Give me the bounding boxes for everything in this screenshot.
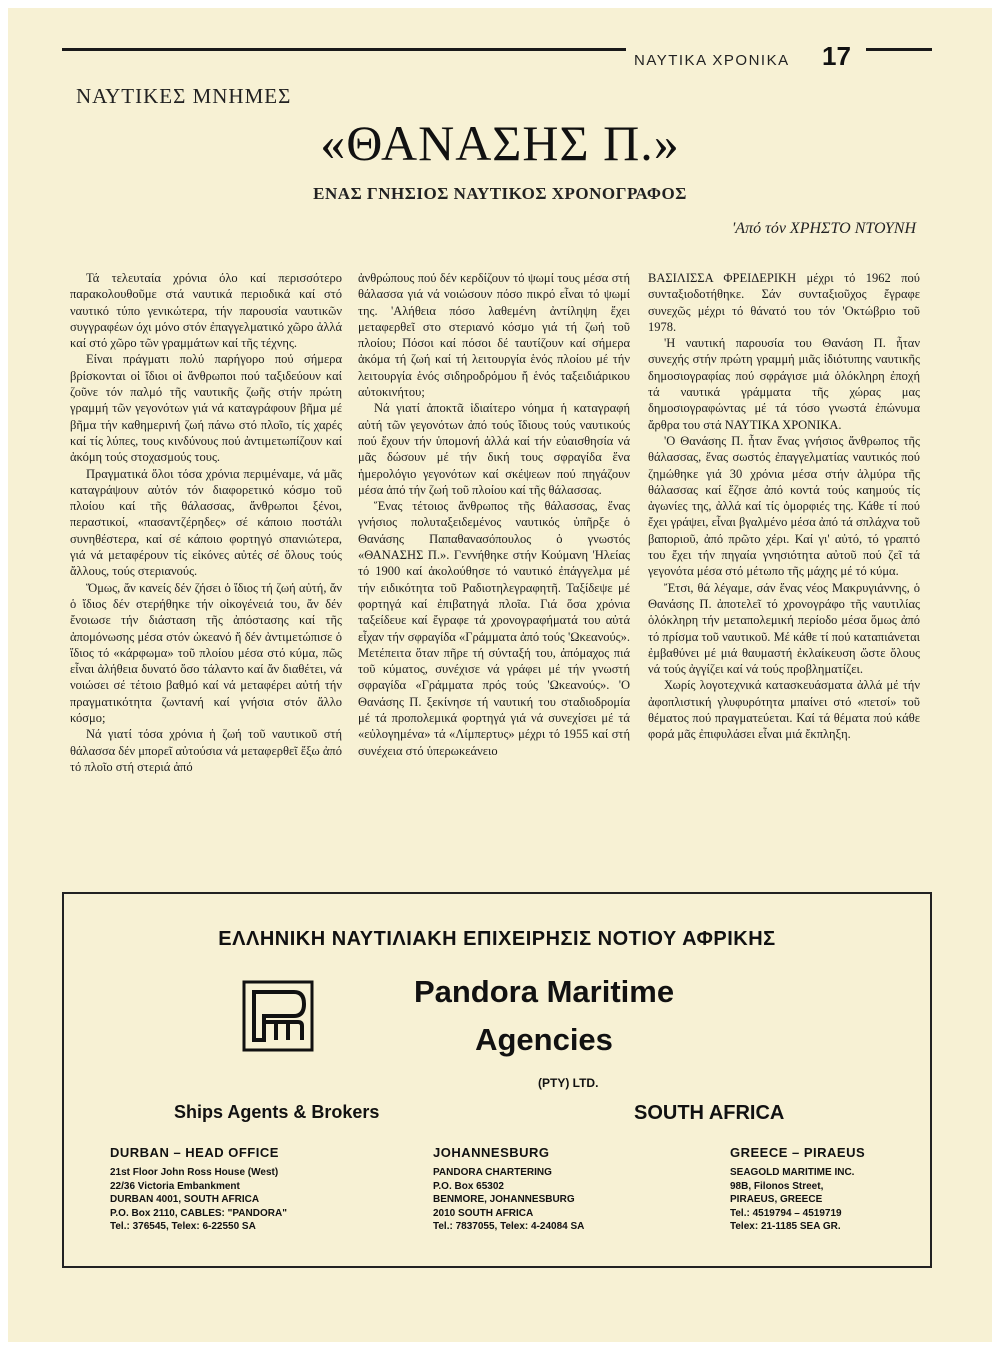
paragraph: 'Η ναυτική παρουσία του Θανάση Π. ἦταν συνεχής στήν πρώτη γραμμή μιᾶς ἰδιότυπης ναυτικῆς δημοσιογραφίας πού σφράγισε μιά ὁλόκληρη ἐποχή τά ναυτικά γράμματα τῆς χώρας μας δημοσιογραφώντας μέ τά τόσο γνωστά ἐπώνυμα ἄρθρα του στά ΝΑΥΤΙΚΑ ΧΡΟΝΙΚΑ. <box>648 336 920 432</box>
ad-heading: ΕΛΛΗΝΙΚΗ ΝΑΥΤΙΛΙΑΚΗ ΕΠΙΧΕΙΡΗΣΙΣ ΝΟΤΙΟΥ ΑΦΡΙΚΗΣ <box>218 928 776 950</box>
header-rule-right <box>866 48 932 51</box>
office-durban <box>110 1144 287 1234</box>
office-line: DURBAN 4001, SOUTH AFRICA <box>110 1194 260 1205</box>
office-line: P.O. Box 2110, CABLES: "PANDORA" <box>110 1207 287 1219</box>
company-name-line-2: Agencies <box>475 1022 613 1057</box>
article-subtitle: ΕΝΑΣ ΓΝΗΣΙΟΣ ΝΑΥΤΙΚΟΣ ΧΡΟΝΟΓΡΑΦΟΣ <box>313 184 687 203</box>
paragraph: ἀνθρώπους πού δέν κερδίζουν τό ψωμί τους μέσα στή θάλασσα γιά νά νοιώσουν πόσο πικρό εἶναι τό ψωμί της. 'Αλήθεια πόσο λαθεμένη ἀντίληψη ἔχει μεταφερθεῖ στο στεριανό κόσμο γιά τή ζωή τοῦ πλοίου; Πόσοι καί πόσοι δέ ταυτίζουν καί σήμερα ἀκόμα τή ζωή καί τή λειτουργία ἑνός πλοίου μέ τήν λειτουργία ἑνός σιδηροδρόμου ἤ ἑνός ταξειδιάρικου αὐτοκινήτου; <box>358 271 630 400</box>
paragraph: Πραγματικά ὅλοι τόσα χρόνια περιμέναμε, νά μᾶς καταγράψουν αὐτόν τόν διαφορετικό κόσμο τοῦ πλοίου καί τῆς θάλασσας, ἄνθρωποι ξένοι, περαστικοί, «πασαντζέρηδες» σέ κάποιο ποστάλι συνηθέστερα, καί σέ κάποιο φορτηγό σπανιώτερα, γιά νά μεταφέρουν τίς εἰκόνες αὐτές σέ ὅλους τούς ἄλλους, τούς στεριανούς. <box>70 466 342 579</box>
pandora-logo-icon <box>242 980 314 1052</box>
paragraph: ΒΑΣΙΛΙΣΣΑ ΦΡΕΙΔΕΡΙΚΗ μέχρι τό 1962 πού συνταξιοδοτήθηκε. Σάν συνταξιοῦχος ἔγραφε συνεχῶς μέχρι τό θάνατό του τόν 'Οκτώβριο τοῦ 1978. <box>648 271 920 334</box>
office-line: SEAGOLD MARITIME INC. <box>730 1167 855 1178</box>
article-title: «ΘΑΝΑΣΗΣ Π.» <box>320 115 680 171</box>
company-name-line-1: Pandora Maritime <box>413 974 675 1009</box>
paragraph: Ὅμως, ἄν κανείς δέν ζήσει ὁ ἴδιος τή ζωή αὐτή, ἄν ὁ ἴδιος δέν στερήθηκε τήν οἰκογένειά του, ἄν δέν ἔνοιωσε τήν διάσταση τῆς ἀπόστασης καί τῆς ἀπομόνωσης μέσα στόν ὠκεανό ἤ δέν ἀντιμετώπισε ὁ ἴδιος τό «κάρφωμα» τοῦ πλοίου μέσα στό κύμα, πῶς εἶναι ἀλήθεια δυνατό ὅσο τάλαντο καί ἄν διαθέτει, νά νοιώσει σέ τέτοιο βαθμό καί νά μεταφέρει αὐτή τήν πραγματικότητα ζωντανή καί γνήσια στόν ἄλλο κόσμο; <box>70 580 342 726</box>
article-byline: 'Από τόν ΧΡΗΣΤΟ ΝΤΟΥΝΗ <box>731 220 916 237</box>
ad-region: SOUTH AFRICA <box>634 1102 785 1124</box>
office-line: 22/36 Victoria Embankment <box>110 1180 240 1192</box>
page-number: 17 <box>822 41 851 71</box>
magazine-page <box>8 8 992 1342</box>
office-line: PIRAEUS, GREECE <box>730 1194 823 1205</box>
office-line: PANDORA CHARTERING <box>433 1167 552 1178</box>
paragraph: Νά γιατί ἀποκτᾶ ἰδιαίτερο νόημα ἡ καταγραφή αὐτή τῶν γεγονότων ἀπό τούς ἴδιους τούς ναυτικούς πού ἔχουν τήν ὑπομονή ἀλλά καί τήν εὐαισθησία νά μᾶς δώσουν μέ τήν δική τους σφραγίδα ἕνα ἡμερολόγιο γεγονότων καί σκέψεων πού πηγάζουν μέσα ἀπό τήν ζωή τοῦ πλοίου καί τῆς θάλασσας. <box>358 401 630 497</box>
office-piraeus <box>730 1144 865 1234</box>
article-column-1 <box>70 270 342 775</box>
paragraph: Χωρίς λογοτεχνικά κατασκευάσματα ἀλλά μέ τήν ἀφοπλιστική γλυφυρότητα μπαίνει στό «πετσί» τοῦ θέματος πού πραγματεύεται. Καί τά θέματα πού κάθε φορά μᾶς ἐπιφυλάσει εἶναι μιά ἔκπληξη. <box>648 678 920 742</box>
office-line: Tel.: 7837055, Telex: 4-24084 SA <box>433 1221 585 1232</box>
office-line: Telex: 21-1185 SEA GR. <box>730 1221 841 1232</box>
office-heading: GREECE – PIRAEUS <box>730 1145 866 1160</box>
company-suffix: (PTY) LTD. <box>538 1076 599 1090</box>
running-head: ΝΑΥΤΙΚΑ ΧΡΟΝΙΚΑ <box>634 52 790 69</box>
paragraph: Τά τελευταία χρόνια όλο καί περισσότερο παρακολουθοῦμε στά ναυτικά περιοδικά καί στό ναυτικό τύπο γενικώτερα, τήν παρουσία ναυτικῶν συγγραφέων όχι μόνο στόν ἐπαγγελματικό χῶρο ἀλλά καί στό χῶρο τῶν γραμμάτων καί τῆς τέχνης. <box>70 271 342 351</box>
article-column-2 <box>358 270 630 759</box>
paragraph: Ἔτσι, θά λέγαμε, σάν ἕνας νέος Μακρυγιάννης, ὁ Θανάσης Π. ἀποτελεῖ τό χρονογράφο τῆς ναυτιλίας ὁλόκληρη τήν μεταπολεμική περίοδο μέσα ὅμως ἀπό τό πρίσμα τοῦ ναυτικοῦ. Μέ κάθε τί πού καταπιάνεται ἐμβαθύνει μέ μιά θαυμαστή ἐκλαίκευση ὥστε ὅλους νά τούς ἀγγίζει καί νά τούς προβληματίζει. <box>648 580 920 677</box>
paragraph: Νά γιατί τόσα χρόνια ἡ ζωή τοῦ ναυτικοῦ στή θάλασσα δέν μπορεῖ αὐτούσια νά μεταφερθεῖ ἔξω ἀπό τό πλοῖο στή στεριά ἀπό <box>70 727 342 774</box>
office-heading: JOHANNESBURG <box>433 1145 550 1160</box>
company-name <box>364 968 724 1064</box>
article-column-3 <box>648 270 920 743</box>
office-line: Tel.: 376545, Telex: 6-22550 SA <box>110 1221 256 1232</box>
office-line: P.O. Box 65302 <box>433 1180 504 1192</box>
office-line: BENMORE, JOHANNESBURG <box>433 1194 575 1205</box>
office-line: 98B, Filonos Street, <box>730 1180 824 1192</box>
ad-tagline: Ships Agents & Brokers <box>174 1102 380 1122</box>
advertisement-box <box>62 892 932 1268</box>
paragraph: 'Ο Θανάσης Π. ἦταν ἕνας γνήσιος ἄνθρωπος τῆς θάλασσας, ἕνας σωστός ἐπαγγελματίας ναυτικός πού ζημώθηκε γιά 30 χρόνια μέσα στήν ἁλμύρα τῆς θάλασσας καί ἔζησε ἀπό κοντά τούς καημούς τίς ἀγωνίες της, ἀλλά καί τίς ὀμορφιές της. Κάθε τί πού ἔχει γράψει, εἶναι βγαλμένο μέσα ἀπό τά σπλάχνα τοῦ βαποριοῦ, ἀπό πρῶτο χέρι. Καί γι' αὐτό, τό γραπτό του ἔχει τήν πηγαία γνησιότητα αὐτοῦ πού ζεῖ τά γεγονότα μέσα στό μέτωπο τῆς μάχης μέ τό κύμα. <box>648 433 920 579</box>
paragraph: Είναι πράγματι πολύ παρήγορο πού σήμερα βρίσκονται οἱ ἴδιοι οἱ ἄνθρωποι πού ταξιδεύουν καί ζοῦνε τόν παλμό τῆς ναυτικῆς ζωῆς στήν πρώτη γραμμή τῶν γεγονότων γιά νά καταγράφουν βῆμα μέ βῆμα τήν καθημερινή ζωή πάνω στό πλοῖο, τίς χαρές καί τίς λύπες, τους κινδύνους πού ἀντιμετωπίζουν καί ἀκόμη τούς στοχασμούς τους. <box>70 352 342 465</box>
office-johannesburg <box>433 1144 584 1234</box>
office-line: Tel.: 4519794 – 4519719 <box>730 1207 842 1219</box>
header-rule-left <box>62 48 626 51</box>
office-heading: DURBAN – HEAD OFFICE <box>110 1145 279 1160</box>
office-line: 2010 SOUTH AFRICA <box>433 1207 534 1219</box>
section-label: ΝΑΥΤΙΚΕΣ ΜΝΗΜΕΣ <box>76 84 292 108</box>
paragraph: Ἕνας τέτοιος ἄνθρωπος τῆς θάλασσας, ἕνας γνήσιος πολυταξειδεμένος ναυτικός ὑπῆρξε ὁ Θανάσης Παπαθανασόπουλος ὁ γνωστός «ΘΑΝΑΣΗΣ Π.». Γεννήθηκε στήν Κούμανη 'Ηλείας τό 1900 καί ἀκολούθησε τό ναυτικό ἐπάγγελμα μέ τήν ειδικότητα τοῦ Ραδιοτηλεγραφητῆ. Ταξίδεψε μέ φορτηγά καί ἐπιβατηγά πλοῖα. Γιά ὅσα χρόνια ταξείδευε καί ἔγραφε τά χρονογραφήματά του αὐτά εἶχαν τήν σφραγίδα «Γράμματα ἀπό τούς 'Ωκεανούς». Μετέπειτα ὅταν πῆρε τή σύνταξή του, ἀπόμαχος πιά τοῦ κύματος, συνέχισε νά γράφει μέ τήν γνωστή σφραγίδα «Γράμματα πρός τούς 'Ωκεανούς». 'Ο Θανάσης Π. ξεκίνησε τή ναυτική του σταδιοδρομία μέ τά προπολεμικά φορτηγά γιά νά συνεχίσει μέ τά «εὐλογημένα» τά «Λίμπερτυς» μέχρι τό 1955 καί στή συνέχεια στό ὑπερωκεάνειο <box>358 499 630 758</box>
office-line: 21st Floor John Ross House (West) <box>110 1167 279 1178</box>
